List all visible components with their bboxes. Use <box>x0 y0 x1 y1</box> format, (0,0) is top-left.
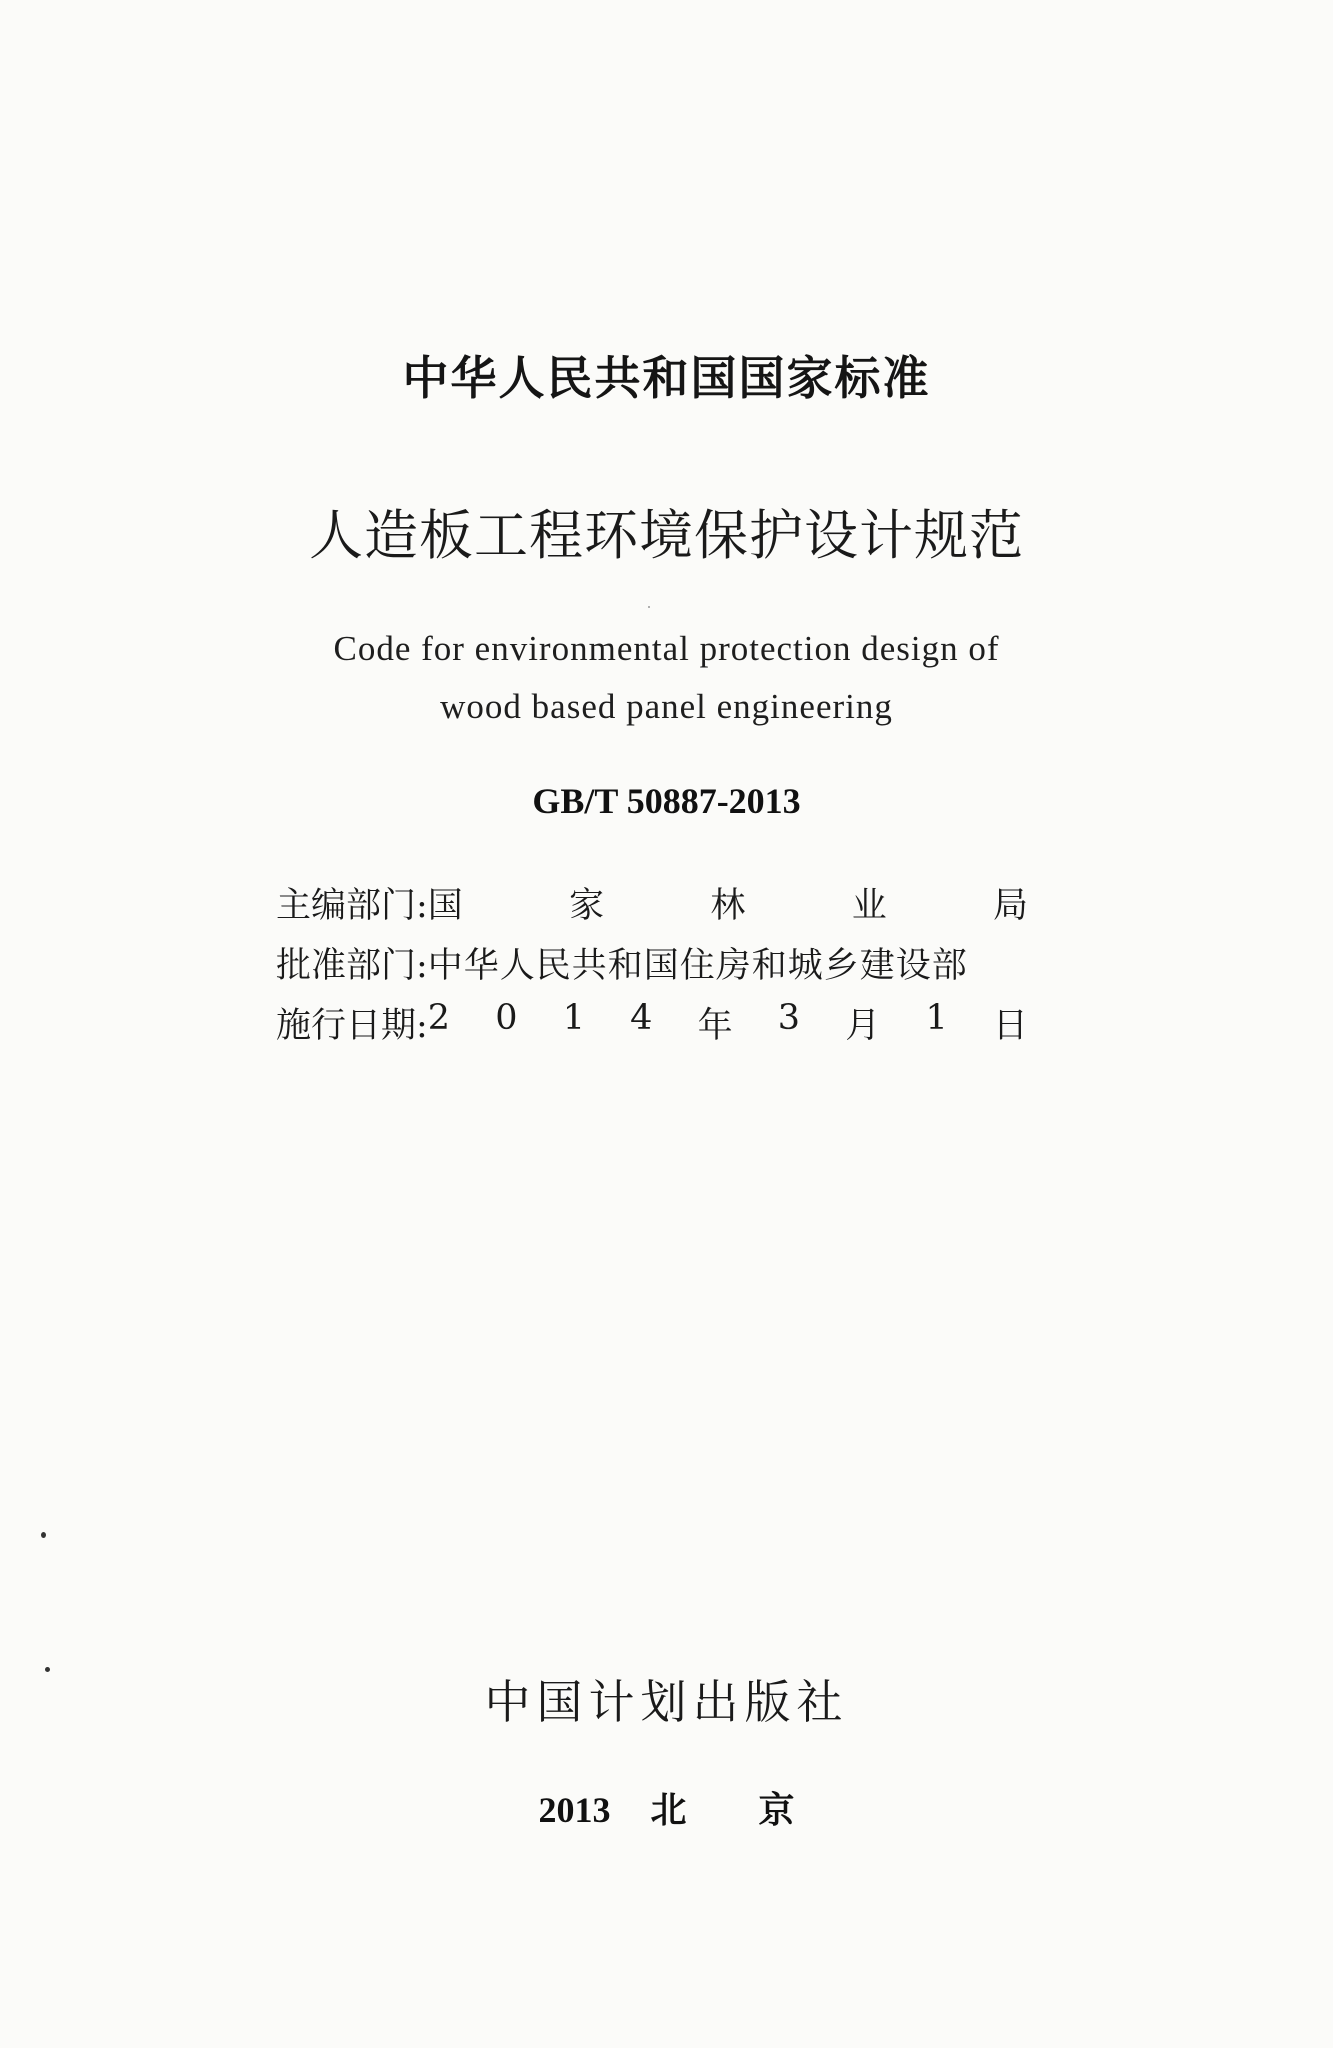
editor-char: 国 <box>427 886 463 926</box>
english-title <box>0 620 1333 736</box>
english-title-line-1: Code for environmental protection design of <box>333 629 1000 668</box>
date-char: 年 <box>697 1006 733 1046</box>
scan-speck <box>41 1532 46 1538</box>
approver-value: 中华人民共和国住房和城乡建设部 <box>427 946 968 986</box>
scan-speck <box>45 1667 50 1672</box>
english-title-line-2: wood based panel engineering <box>440 687 893 726</box>
publication-place <box>0 1782 1333 1833</box>
date-char: 1 <box>925 998 948 1038</box>
editor-char: 家 <box>569 886 605 926</box>
editor-row <box>276 878 1028 928</box>
editor-value <box>428 878 1028 928</box>
national-standard-heading: 中华人民共和国国家标准 <box>402 351 931 405</box>
date-char: 月 <box>845 1006 881 1046</box>
date-char: 2 <box>427 998 451 1038</box>
effective-date-row <box>276 998 1028 1048</box>
approver-row <box>276 938 1028 988</box>
chinese-title: 人造板工程环境保护设计规范 <box>309 504 1024 567</box>
standard-code: GB/T 50887-2013 <box>532 781 801 821</box>
publication-city: 北京 <box>650 1790 867 1831</box>
editor-char: 业 <box>851 886 887 926</box>
date-char: 0 <box>495 998 518 1038</box>
editor-char: 林 <box>710 886 746 926</box>
editor-label: 主编部门: <box>276 886 428 926</box>
date-value <box>428 998 1028 1048</box>
publisher-name: 中国计划出版社 <box>484 1675 849 1729</box>
date-char: 3 <box>777 998 801 1038</box>
approver-label: 批准部门: <box>276 946 428 986</box>
editor-char: 局 <box>992 886 1028 926</box>
date-char: 1 <box>562 998 585 1038</box>
date-char: 日 <box>992 1006 1028 1046</box>
publication-year: 2013 <box>538 1790 611 1830</box>
date-char: 4 <box>630 998 653 1038</box>
date-label: 施行日期: <box>276 1006 428 1046</box>
scan-speck <box>648 606 650 608</box>
